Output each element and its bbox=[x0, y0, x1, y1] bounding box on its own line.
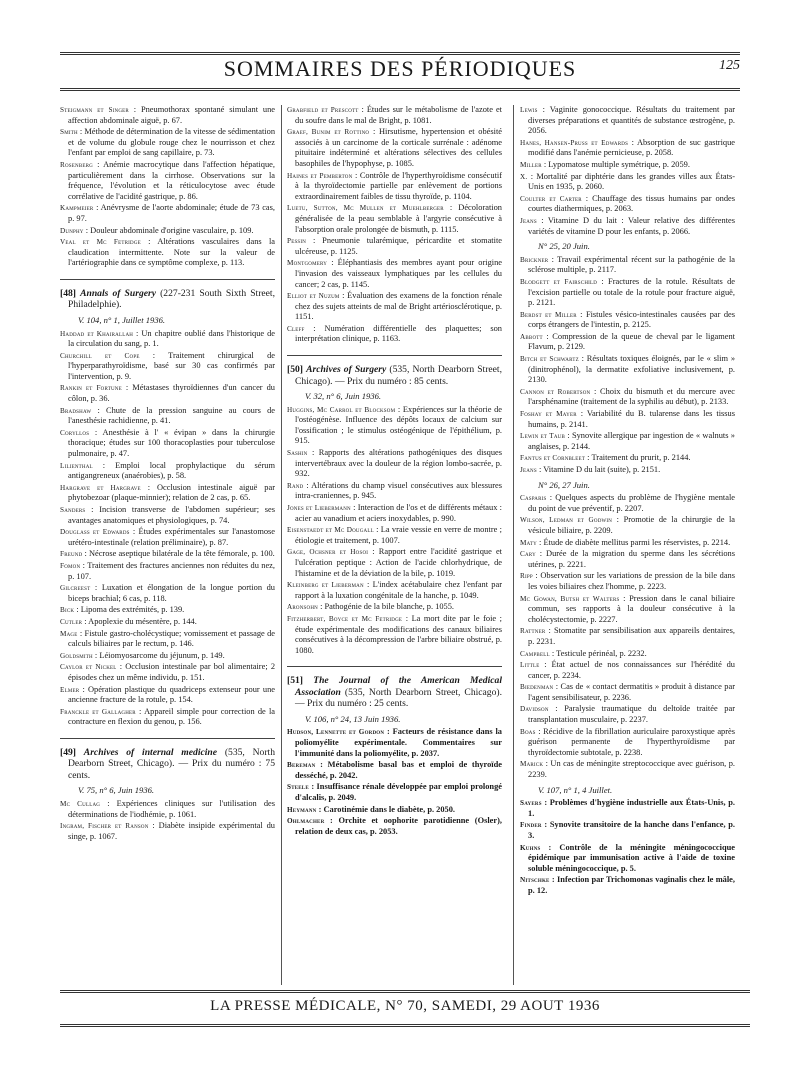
article-title: Orchite et oophorite parotidienne (Osler), relation de deux cas, p. 2053. bbox=[295, 816, 502, 836]
article-entry: Jeans : Vitamine D du lait : Valeur relative des différentes variétés de vitamine D pour les enfants, p. 2066. bbox=[520, 215, 735, 236]
article-title: Lipoma des extrémités, p. 139. bbox=[80, 605, 185, 615]
article-entry: Foshay et Mayer : Variabilité du B. tularense dans les tissus humains, p. 2141. bbox=[520, 409, 735, 429]
article-title: Synovite allergique par ingestion de « walnuts » anglaises, p. 2144. bbox=[528, 431, 735, 451]
article-author: Ingram, Fischer et Ranson bbox=[60, 822, 149, 831]
article-entry: Casparis : Quelques aspects du problème de l'hygiène mentale du point de vue préventif, p. 2207. bbox=[520, 493, 736, 513]
footer-top-rule bbox=[60, 990, 750, 993]
article-author: Biedenman bbox=[520, 683, 554, 692]
article-author: Coulter et Carter bbox=[520, 194, 582, 203]
page-header bbox=[60, 52, 740, 92]
article-entry: Lilienthal : Emploi local prophylactique du sérum antigangreneux (anaérobies), p. 58. bbox=[60, 460, 276, 481]
article-title: Nécrose aseptique bilatérale de la tête fémorale, p. 100. bbox=[88, 549, 275, 559]
article-entry: Blodgett et Fairschild : Fractures de la rotule. Résultats de l'excision partielle ou totale de la rotule pour fracture aiguë, p. 2121. bbox=[520, 276, 735, 308]
article-title: Facteurs de résistance dans la poliomyélite expérimentale. Commentaires sur l'immunité dans la poliomyélite, p. 2037. bbox=[295, 727, 502, 758]
article-title: Fractures de la rotule. Résultats de l'excision partielle ou totale de la rotule pour fracture aiguë, p. 2121. bbox=[528, 276, 735, 308]
column-divider bbox=[513, 105, 514, 985]
article-author: Davidson bbox=[520, 705, 549, 714]
article-entry: Hanes, Hansen-Pruss et Edwards : Absorption de suc gastrique modifié dans l'anémie pernicieuse, p. 2058. bbox=[520, 137, 735, 158]
article-entry: Haddad et Khairallah : Un chapitre oublié dans l'historique de la circulation du sang, p. 1. bbox=[60, 328, 275, 349]
journal-name: The Journal of the American Medical Association bbox=[295, 675, 502, 698]
article-entry: Biedenman : Cas de « contact dermatitis » produit à distance par l'agent sensibilisateur, p. 2236. bbox=[520, 682, 736, 702]
page-number: 125 bbox=[719, 58, 740, 73]
article-author: Kuhns bbox=[520, 843, 541, 852]
article-author: Miller bbox=[520, 160, 542, 169]
article-title: Méthode de détermination de la vitesse de sédimentation et de volume du globule rouge chez le nourrisson et chez l'enfant par emploi de sang capillaire, p. 73. bbox=[68, 127, 276, 158]
article-title: Traitement du prurit, p. 2144. bbox=[591, 453, 691, 463]
column-3 bbox=[520, 105, 735, 898]
article-entry: Huggins, Mc Carrol et Blocksom : Expériences sur la théorie de l'ostéogénèse. Influence des dépôts locaux de calcium sur l'ossification ; le stimulus ostéogénique de l'épithélium, p. 915. bbox=[287, 404, 502, 446]
article-author: Hudson, Lennette et Gordon bbox=[287, 728, 385, 737]
article-title: Problèmes d'hygiène industrielle aux États-Unis, p. 1. bbox=[528, 798, 735, 818]
article-title: Pneumonie tularémique, péricardite et stomatite ulcéreuse, p. 1125. bbox=[295, 236, 502, 256]
article-title: Occlusion intestinale aiguë par phytobezoar (plaque-minnier); relation de 2 cas, p. 65. bbox=[68, 482, 275, 503]
article-author: Finder bbox=[520, 821, 542, 830]
article-title: Traitement des fractures anciennes non réduites du nez, p. 107. bbox=[68, 560, 275, 581]
article-author: Rankin et Fortune bbox=[60, 384, 122, 393]
article-entry: Cannon et Robertson : Choix du bismuth et du mercure avec l'arsphénamine (traitement de la syphilis au début), p. 2133. bbox=[520, 386, 736, 407]
article-entry: Bereman : Métabolisme basal bas et emploi de thyroïde desséché, p. 2042. bbox=[287, 760, 502, 780]
article-entry: Mage : Fistule gastro-cholécystique; vomissement et passage de calculs biliaires par le rectum, p. 146. bbox=[60, 628, 276, 649]
article-title: Fistule gastro-cholécystique; vomissement et passage de calculs biliaires par le rectum, p. 146. bbox=[68, 628, 276, 649]
article-entry: Goldsmith : Léiomyosarcome du jéjunum, p. 149. bbox=[60, 650, 225, 660]
article-title: Diabète insipide expérimental du singe, p. 1067. bbox=[68, 821, 275, 841]
article-author: Steigmann et Singer bbox=[60, 106, 129, 114]
article-title: Altérations du champ visuel consécutives aux blessures intra-craniennes, p. 945. bbox=[295, 480, 502, 501]
article-author: Ripp bbox=[520, 572, 533, 581]
article-title: Occlusion intestinale par bol alimentaire; 2 épisodes chez un même individu, p. 151. bbox=[68, 662, 276, 682]
article-entry: Ohlmacher : Orchite et oophorite parotidienne (Osler), relation de deux cas, p. 2053. bbox=[287, 816, 502, 836]
issue-heading: V. 107, n° 1, 4 Juillet. bbox=[538, 784, 613, 795]
entry-group bbox=[60, 105, 275, 269]
article-title: Pneumothorax spontané simulant une affection abdominale aiguë, p. 67. bbox=[68, 105, 276, 125]
journal-section bbox=[287, 666, 502, 837]
article-entry: Veal et Mc Fetridge : Altérations vasculaires dans la claudication intermittente. Note sur la valeur de l'artériographie dans ce symptôme complexe, p. 113. bbox=[60, 237, 275, 268]
article-title: Incision transverse de l'abdomen supérieur; ses avantages anatomiques et physiologiques, p. 74. bbox=[68, 505, 275, 525]
article-title: Lypomatose multiple symétrique, p. 2059. bbox=[548, 159, 690, 169]
article-entry: Bradshaw : Chute de la pression sanguine au cours de l'anesthésie rachidienne, p. 41. bbox=[60, 405, 276, 426]
article-author: Rand bbox=[287, 481, 304, 490]
article-title: Hirsutisme, hypertension et obésité associés à un carcinome de la corticale surrénale : adénome pituitaire indéterminé et altérations sélectives des cellules basophiles de l'hypophyse, p. 1085. bbox=[295, 127, 502, 168]
article-title: Métastases thyroïdiennes d'un cancer du côlon, p. 36. bbox=[68, 383, 275, 404]
article-title: L'index acétabulaire chez l'enfant par rapport à la luxation congénitale de la hanche, p. 1049. bbox=[295, 580, 502, 600]
article-entry: Sanders : Incision transverse de l'abdomen supérieur; ses avantages anatomiques et physiologiques, p. 74. bbox=[60, 505, 275, 525]
article-entry: Abbott : Compression de la queue de cheval par le ligament Flavum, p. 2129. bbox=[520, 331, 735, 352]
article-entry: Kuhns : Contrôle de la méningite méningococcique épidémique par immunisation active à l'aide de toxine soluble méningococcique, p. 5. bbox=[520, 842, 735, 873]
article-title: Vaginite gonococcique. Résultats du traitement par diverses préparations et quantités de substance œstrogène, p. 2056. bbox=[528, 105, 735, 136]
article-author: Goldsmith bbox=[60, 651, 93, 660]
article-title: Synovite transitoire de la hanche dans l'enfance, p. 3. bbox=[528, 820, 735, 840]
article-author: Fantus et Cornbleet bbox=[520, 454, 586, 463]
article-entry: Mc Cullag : Expériences cliniques sur l'utilisation des déterminations de l'iodhémie, p. 1061. bbox=[60, 798, 275, 819]
article-title: Évaluation des examens de la fonction rénale chez des sujets atteints de mal de Bright artériosclérotique, p. 1151. bbox=[295, 291, 503, 322]
column-2 bbox=[287, 105, 502, 841]
article-author: Wilson, Ledman et Godwin bbox=[520, 516, 613, 525]
article-entry: Rankin et Fortune : Métastases thyroïdiennes d'un cancer du côlon, p. 36. bbox=[60, 383, 275, 404]
article-title: Léiomyosarcome du jéjunum, p. 149. bbox=[99, 650, 225, 660]
column-1 bbox=[60, 105, 275, 846]
article-author: Cutler bbox=[60, 617, 83, 626]
journal-heading bbox=[287, 364, 502, 387]
article-author: Bitch et Schwartz bbox=[520, 355, 579, 364]
article-author: Graef, Bunim et Rottino bbox=[287, 128, 370, 137]
article-entry: Dunphy : Douleur abdominale d'origine vasculaire, p. 109. bbox=[60, 225, 254, 235]
article-entry: Little : État actuel de nos connaissances sur l'hérédité du cancer, p. 2234. bbox=[520, 660, 735, 680]
journal-number: [51] bbox=[287, 675, 303, 687]
article-title: Testicule périnéal, p. 2232. bbox=[556, 648, 647, 658]
article-title: Étude de diabète mellitus parmi les réservistes, p. 2214. bbox=[543, 537, 731, 547]
article-author: Foshay et Mayer bbox=[520, 410, 577, 419]
article-author: Hanes, Hansen-Pruss et Edwards bbox=[520, 138, 629, 147]
entry-group bbox=[520, 241, 735, 475]
article-entry: Aronsohn : Pathogénie de la bile blanche, p. 1055. bbox=[287, 602, 455, 612]
article-title: Anémie macrocytique dans l'affection hépatique, particulièrement dans la cirrhose. Observations sur la fréquence, l'évolution et la réticulocytose avec étude corrélative de l'acidité gastrique, p. 86. bbox=[68, 159, 275, 201]
article-author: Gilcreest bbox=[60, 584, 91, 593]
article-author: Fomon bbox=[60, 561, 81, 570]
article-author: Montgomery bbox=[287, 259, 328, 268]
article-entry: Nitschke : Infection par Trichomonas vaginalis chez le mâle, p. 12. bbox=[520, 875, 735, 895]
entry-group bbox=[287, 105, 502, 345]
article-author: Nitschke bbox=[520, 876, 550, 885]
article-author: Gage, Ochsner et Hosoi bbox=[287, 548, 369, 557]
article-author: Maty bbox=[520, 538, 537, 547]
article-author: Freund bbox=[60, 550, 83, 559]
article-author: Aronsohn bbox=[287, 603, 318, 612]
article-title: Promotie de la chirurgie de la vésicule biliaire, p. 2209. bbox=[528, 515, 736, 535]
article-title: Travail expérimental récent sur la pathogénie de la sclérose multiple, p. 2117. bbox=[528, 254, 735, 275]
article-entry: Rattner : Stomatite par sensibilisation aux appareils dentaires, p. 2231. bbox=[520, 626, 735, 646]
article-entry: Freund : Nécrose aseptique bilatérale de la tête fémorale, p. 100. bbox=[60, 549, 275, 559]
journal-heading bbox=[287, 675, 502, 710]
article-title: Études sur le métabolisme de l'azote et du soufre dans le mal de Bright, p. 1081. bbox=[295, 105, 502, 125]
article-entry: Gilcreest : Luxation et élongation de la longue portion du biceps brachial; 6 cas, p. 118. bbox=[60, 583, 275, 603]
article-entry: Cleff : Numération différentielle des plaquettes; son interprétation clinique, p. 1163. bbox=[287, 323, 502, 344]
article-author: Cary bbox=[520, 550, 536, 559]
article-author: Jeans bbox=[520, 216, 537, 225]
article-entry: Berdst et Miller : Fistules vésico-intestinales causées par des corps étrangers de l'intestin, p. 2125. bbox=[520, 309, 735, 330]
article-entry: Bick : Lipoma des extrémités, p. 139. bbox=[60, 605, 185, 615]
journal-address: (535, North Dearborn Street, Chicago). — Prix du numéro : 25 cents. bbox=[295, 686, 502, 710]
header-top-rule bbox=[60, 52, 740, 55]
article-title: Insuffisance rénale développée par emploi prolongé d'alcalis, p. 2049. bbox=[295, 782, 502, 802]
article-entry: Hudson, Lennette et Gordon : Facteurs de résistance dans la poliomyélite expérimentale. Commentaires sur l'immunité dans la poliomyélite, p. 2037. bbox=[287, 727, 502, 758]
article-author: Kampmeier bbox=[60, 204, 94, 213]
article-author: Boas bbox=[520, 727, 536, 736]
article-entry: Ingram, Fischer et Ranson : Diabète insipide expérimental du singe, p. 1067. bbox=[60, 821, 275, 841]
article-title: Carotinémie dans le diabète, p. 2050. bbox=[323, 804, 456, 814]
article-author: Casparis bbox=[520, 494, 547, 503]
article-author: Sayers bbox=[520, 799, 542, 808]
article-author: Jeans bbox=[520, 466, 537, 474]
article-entry: Jeans : Vitamine D du lait (suite), p. 2151. bbox=[520, 465, 661, 474]
article-title: Observation sur les variations de pression de la bile dans les voies biliaires chez l'homme, p. 2223. bbox=[528, 571, 735, 591]
article-entry: Haines et Pemberton : Contrôle de l'hyperthyroïdisme consécutif à la thyroïdectomie partielle par enlèvement de portions extraordinairement faibles de tissu thyroïde, p. 1104. bbox=[287, 170, 503, 201]
article-entry: Sashin : Rapports des altérations pathogéniques des disques intervertébraux avec la douleur de la région lombo-sacrée, p. 932. bbox=[287, 448, 503, 479]
article-entry: Coulter et Carter : Chauffage des tissus humains par ondes courtes diathermiques, p. 2063. bbox=[520, 193, 736, 214]
journal-section bbox=[60, 738, 275, 842]
article-title: Rapport entre l'acidité gastrique et l'ulcération peptique : Action de l'acide chlorhydrique, de l'histamine et de la déviation de la bile, p. 1019. bbox=[295, 547, 503, 578]
article-entry: Wilson, Ledman et Godwin : Promotie de la chirurgie de la vésicule biliaire, p. 2209. bbox=[520, 515, 736, 535]
article-author: Heymann bbox=[287, 805, 317, 814]
article-title: Choix du bismuth et du mercure avec l'arsphénamine (traitement de la syphilis au début), p. 2133. bbox=[528, 386, 736, 407]
journal-heading bbox=[60, 288, 275, 311]
article-entry: Jones et Liebermann : Interaction de l'os et de différents métaux : acier au vanadium et aciers inoxydables, p. 990. bbox=[287, 503, 503, 523]
article-author: Lilienthal bbox=[60, 461, 93, 470]
article-entry: Smith : Méthode de détermination de la vitesse de sédimentation et de volume du globule rouge chez le nourrisson et chez l'enfant par emploi de sang capillaire, p. 73. bbox=[60, 127, 276, 158]
article-entry: Fitzherbert, Boyce et Mc Fetridge : La mort dite par le foie ; étude expérimentale des modifications des canaux biliaires consécutives à la décompression de l'arbre biliaire obstrué, p. 1080. bbox=[287, 613, 502, 655]
column-divider bbox=[281, 105, 282, 985]
article-author: Kleinberg et Lieberman bbox=[287, 581, 364, 590]
article-author: Cleff bbox=[287, 324, 305, 333]
article-title: Fistules vésico-intestinales causées par des corps étrangers de l'intestin, p. 2125. bbox=[528, 309, 735, 330]
article-entry: Churchill et Cope : Traitement chirurgical de l'hyperparathyroïdisme, basé sur 30 cas confirmés par l'intervention, p. 9. bbox=[60, 350, 275, 381]
article-author: X. bbox=[520, 172, 528, 181]
article-title: Compression de la queue de cheval par le ligament Flavum, p. 2129. bbox=[528, 331, 735, 352]
article-author: Veal et Mc Fetridge bbox=[60, 238, 141, 247]
article-entry: Franckle et Gallagher : Appareil simple pour correction de la contracture en flexion du genou, p. 156. bbox=[60, 706, 275, 727]
article-title: Infection par Trichomonas vaginalis chez le mâle, p. 12. bbox=[528, 875, 735, 895]
article-title: Mortalité par diphtérie dans les grandes villes aux États-Unis en 1935, p. 2060. bbox=[528, 171, 735, 192]
article-title: Vitamine D du lait (suite), p. 2151. bbox=[543, 465, 661, 474]
header-bottom-rule bbox=[60, 88, 740, 91]
article-title: Pathogénie de la bile blanche, p. 1055. bbox=[324, 602, 455, 612]
article-title: Variabilité du B. tularense dans les tissus humains, p. 2141. bbox=[528, 409, 735, 429]
article-author: Eisenstaedt et Mc Dougall bbox=[287, 526, 374, 535]
article-author: Caylor et Nickel bbox=[60, 663, 117, 672]
article-entry: Hargrave et Hargrave : Occlusion intestinale aiguë par phytobezoar (plaque-minnier); relation de 2 cas, p. 65. bbox=[60, 482, 275, 503]
article-author: Ohlmacher bbox=[287, 817, 325, 826]
journal-section bbox=[287, 355, 502, 656]
article-author: Lewin et Taub bbox=[520, 432, 565, 441]
article-title: Stomatite par sensibilisation aux appareils dentaires, p. 2231. bbox=[528, 626, 735, 646]
article-author: Churchill et Cope bbox=[60, 351, 140, 360]
article-title: État actuel de nos connaissances sur l'hérédité du cancer, p. 2234. bbox=[528, 660, 735, 680]
issue-heading: N° 25, 20 Juin. bbox=[538, 241, 590, 252]
article-title: Altérations vasculaires dans la claudication intermittente. Note sur la valeur de l'artériographie dans ce symptôme complexe, p. 113. bbox=[68, 237, 275, 268]
issue-heading: V. 104, n° 1, Juillet 1936. bbox=[78, 314, 166, 325]
article-entry: Cary : Durée de la migration du sperme dans les sécrétions utérines, p. 2221. bbox=[520, 549, 735, 569]
article-entry: Rosenberg : Anémie macrocytique dans l'affection hépatique, particulièrement dans la cirrhose. Observations sur la fréquence, l'évolution et la réticulocytose avec étude corrélative de l'acidité gastrique, p. 86. bbox=[60, 159, 275, 201]
article-author: Mc Gowan, Butsh et Walters bbox=[520, 594, 620, 603]
article-title: Traitement chirurgical de l'hyperparathyroïdisme, basé sur 30 cas confirmés par l'intervention, p. 9. bbox=[68, 350, 275, 381]
journal-address: (227-231 South Sixth Street, Philadelphie). bbox=[68, 287, 275, 311]
article-title: Durée de la migration du sperme dans les sécrétions utérines, p. 2221. bbox=[528, 549, 735, 569]
article-author: Sanders bbox=[60, 506, 86, 514]
journal-heading bbox=[60, 747, 275, 782]
article-author: Luetu, Sutton, Mc Mullen et Muehlberger bbox=[287, 204, 444, 213]
article-title: Métabolisme basal bas et emploi de thyroïde desséché, p. 2042. bbox=[295, 760, 502, 780]
article-title: Un cas de méningite streptococcique avec guérison, p. 2239. bbox=[528, 759, 735, 780]
article-author: Berdst et Miller bbox=[520, 310, 577, 319]
article-entry: Elmer : Opération plastique du quadriceps extenseur pour une ancienne fracture de la rotule, p. 154. bbox=[60, 684, 275, 705]
article-author: Bradshaw bbox=[60, 406, 92, 415]
article-entry: Heymann : Carotinémie dans le diabète, p. 2050. bbox=[287, 804, 456, 814]
article-entry: Sayers : Problèmes d'hygiène industrielle aux États-Unis, p. 1. bbox=[520, 798, 735, 818]
article-title: Études expérimentales sur l'anastomose urétéro-intestinale (relation préliminaire), p. 87. bbox=[68, 527, 275, 547]
article-title: Résultats toxiques éloignés, par le « slim » (dinitrophénol), la dermatite exfoliative inclusivement, p. 2130. bbox=[528, 354, 735, 385]
page-title: SOMMAIRES DES PÉRIODIQUES bbox=[223, 56, 577, 81]
article-title: Opération plastique du quadriceps extenseur pour une ancienne fracture de la rotule, p. 154. bbox=[68, 684, 275, 705]
journal-address: (535, North Dearborn Street, Chicago). — Prix du numéro : 85 cents. bbox=[295, 364, 502, 387]
article-author: Brickner bbox=[520, 255, 549, 264]
article-entry: Finder : Synovite transitoire de la hanche dans l'enfance, p. 3. bbox=[520, 820, 735, 840]
article-entry: Pessin : Pneumonie tularémique, péricardite et stomatite ulcéreuse, p. 1125. bbox=[287, 236, 502, 256]
article-author: Blodgett et Fairschild bbox=[520, 277, 598, 286]
entry-group bbox=[520, 480, 735, 781]
article-author: Dunphy bbox=[60, 226, 84, 235]
article-entry: Miller : Lypomatose multiple symétrique, p. 2059. bbox=[520, 159, 690, 169]
article-author: Huggins, Mc Carrol et Blocksom bbox=[287, 405, 396, 414]
article-entry: Kleinberg et Lieberman : L'index acétabulaire chez l'enfant par rapport à la luxation congénitale de la hanche, p. 1049. bbox=[287, 580, 502, 600]
article-title: Chauffage des tissus humains par ondes courtes diathermiques, p. 2063. bbox=[528, 193, 736, 214]
article-entry: Eisenstaedt et Mc Dougall : La vraie vessie en verre de montre ; étiologie et traitement, p. 1007. bbox=[287, 525, 502, 545]
article-entry: Graef, Bunim et Rottino : Hirsutisme, hypertension et obésité associés à un carcinome de la corticale surrénale : adénome pituitaire indéterminé et altérations sélectives des cellules basophiles de l'hypophyse, p. 1085. bbox=[287, 127, 502, 168]
article-author: Smith bbox=[60, 128, 78, 137]
article-entry: Marick : Un cas de méningite streptococcique avec guérison, p. 2239. bbox=[520, 759, 735, 780]
article-author: Cannon et Robertson bbox=[520, 387, 591, 396]
issue-heading: V. 75, n° 6, Juin 1936. bbox=[78, 785, 155, 796]
article-entry: Coryllos : Anesthésie à l' « évipan » dans la chirurgie thoracique; études sur 100 thoracoplasties pour tuberculose pulmonaire, p. 47. bbox=[60, 427, 275, 459]
article-entry: Luetu, Sutton, Mc Mullen et Muehlberger : Décoloration généralisée de la peau semblable à l'argyrie consécutive à l'absorption orale prolongée de bismuth, p. 1115. bbox=[287, 203, 502, 234]
article-author: Hargrave et Hargrave bbox=[60, 483, 141, 492]
article-author: Grabfield et Prescott bbox=[287, 106, 359, 114]
article-author: Lewis bbox=[520, 106, 538, 114]
article-author: Rosenberg bbox=[60, 160, 93, 169]
article-author: Elliot et Nuzum bbox=[287, 292, 340, 301]
article-title: Un chapitre oublié dans l'historique de la circulation du sang, p. 1. bbox=[68, 328, 275, 349]
article-author: Bereman bbox=[287, 761, 316, 770]
article-entry: Steele : Insuffisance rénale développée par emploi prolongé d'alcalis, p. 2049. bbox=[287, 782, 502, 802]
article-author: Mage bbox=[60, 629, 78, 638]
article-entry: Elliot et Nuzum : Évaluation des examens de la fonction rénale chez des sujets atteints de mal de Bright artériosclérotique, p. 1151. bbox=[287, 291, 503, 322]
article-entry: Lewin et Taub : Synovite allergique par ingestion de « walnuts » anglaises, p. 2144. bbox=[520, 431, 735, 451]
article-entry: Steigmann et Singer : Pneumothorax spontané simulant une affection abdominale aiguë, p. 67. bbox=[60, 105, 276, 125]
article-author: Marick bbox=[520, 760, 544, 769]
footer-bottom-rule bbox=[60, 1024, 750, 1027]
article-author: Mc Cullag bbox=[60, 799, 101, 808]
journal-section bbox=[60, 279, 275, 728]
article-entry: Rand : Altérations du champ visuel consécutives aux blessures intra-craniennes, p. 945. bbox=[287, 480, 502, 501]
article-author: Little bbox=[520, 661, 540, 670]
article-title: Décoloration généralisée de la peau semblable à l'argyrie consécutive à l'absorption orale prolongée de bismuth, p. 1115. bbox=[295, 203, 502, 234]
article-title: Éléphantiasis des membres ayant pour origine l'invasion des vaisseaux lymphatiques par les cellules du cancer; 2 cas, p. 1145. bbox=[295, 258, 502, 289]
article-entry: Boas : Récidive de la fibrillation auriculaire paroxystique après guérison permanente de l'hyperthyroïdisme par thyroïdectomie subtotale, p. 2238. bbox=[520, 726, 735, 757]
article-title: Contrôle de la méningite méningococcique épidémique par immunisation active à l'aide de toxine soluble méningococcique, p. 5. bbox=[528, 842, 735, 873]
entry-group bbox=[520, 785, 735, 897]
article-title: Chute de la pression sanguine au cours de l'anesthésie rachidienne, p. 41. bbox=[68, 405, 276, 426]
article-title: Expériences sur la théorie de l'ostéogénèse. Influence des dépôts locaux de calcium sur l'ossification ; le stimulus ostéogénique de l'épithélium, p. 915. bbox=[295, 404, 502, 446]
article-entry: Lewis : Vaginite gonococcique. Résultats du traitement par diverses préparations et quantités de substance œstrogène, p. 2056. bbox=[520, 105, 735, 136]
article-title: Cas de « contact dermatitis » produit à distance par l'agent sensibilisateur, p. 2236. bbox=[528, 682, 736, 702]
article-title: Absorption de suc gastrique modifié dans l'anémie pernicieuse, p. 2058. bbox=[528, 137, 735, 158]
article-author: Franckle et Gallagher bbox=[60, 707, 136, 716]
article-entry: Gage, Ochsner et Hosoi : Rapport entre l'acidité gastrique et l'ulcération peptique : Action de l'acide chlorhydrique, de l'histamine et de la déviation de la bile, p. 1019. bbox=[287, 547, 503, 578]
article-title: Anesthésie à l' « évipan » dans la chirurgie thoracique; études sur 100 thoracoplasties pour tuberculose pulmonaire, p. 47. bbox=[68, 427, 275, 459]
journal-number: [49] bbox=[60, 746, 76, 758]
article-title: Douleur abdominale d'origine vasculaire, p. 109. bbox=[90, 225, 254, 235]
article-author: Elmer bbox=[60, 685, 80, 694]
article-title: Expériences cliniques sur l'utilisation des déterminations de l'iodhémie, p. 1061. bbox=[68, 798, 275, 819]
article-entry: Brickner : Travail expérimental récent sur la pathogénie de la sclérose multiple, p. 2117. bbox=[520, 254, 735, 275]
article-entry: Montgomery : Éléphantiasis des membres ayant pour origine l'invasion des vaisseaux lymphatiques par les cellules du cancer; 2 cas, p. 1145. bbox=[287, 258, 502, 289]
article-entry: Douglass et Edwards : Études expérimentales sur l'anastomose urétéro-intestinale (relation préliminaire), p. 87. bbox=[60, 527, 275, 547]
article-title: Quelques aspects du problème de l'hygiène mentale du point de vue préventif, p. 2207. bbox=[528, 493, 736, 513]
article-entry: Davidson : Paralysie traumatique du deltoïde traitée par transplantation musculaire, p. 2237. bbox=[520, 704, 736, 725]
article-title: La mort dite par le foie ; étude expérimentale des modifications des canaux biliaires consécutives à la décompression de l'arbre biliaire obstrué, p. 1080. bbox=[295, 613, 502, 655]
article-author: Jones et Liebermann bbox=[287, 504, 351, 512]
article-author: Coryllos bbox=[60, 428, 90, 437]
article-author: Abbott bbox=[520, 332, 543, 341]
article-entry: Fantus et Cornbleet : Traitement du prurit, p. 2144. bbox=[520, 453, 691, 463]
article-title: Anévrysme de l'aorte abdominale; étude de 73 cas, p. 97. bbox=[68, 203, 275, 223]
article-title: La vraie vessie en verre de montre ; étiologie et traitement, p. 1007. bbox=[295, 525, 502, 545]
article-title: Vitamine D du lait : Valeur relative des différentes variétés de vitamine D pour les enfants, p. 2066. bbox=[528, 215, 735, 236]
page-footer bbox=[60, 990, 750, 1026]
article-author: Douglass et Edwards bbox=[60, 528, 130, 537]
article-title: Apoplexie du mésentère, p. 144. bbox=[88, 616, 197, 626]
article-entry: Kampmeier : Anévrysme de l'aorte abdominale; étude de 73 cas, p. 97. bbox=[60, 203, 275, 223]
article-entry: Ripp : Observation sur les variations de pression de la bile dans les voies biliaires chez l'homme, p. 2223. bbox=[520, 571, 735, 591]
issue-heading: V. 32, n° 6, Juin 1936. bbox=[305, 391, 382, 402]
footer-text: LA PRESSE MÉDICALE, N° 70, SAMEDI, 29 AOUT 1936 bbox=[210, 998, 600, 1014]
article-author: Bick bbox=[60, 606, 75, 615]
article-author: Sashin bbox=[287, 449, 308, 458]
article-entry: Campbell : Testicule périnéal, p. 2232. bbox=[520, 648, 647, 658]
article-title: Emploi local prophylactique du sérum antigangreneux (anaérobies), p. 58. bbox=[68, 460, 276, 481]
article-title: Contrôle de l'hyperthyroïdisme consécutif à la thyroïdectomie partielle par enlèvement de portions extraordinairement faibles de tissu thyroïde, p. 1104. bbox=[295, 170, 503, 201]
article-author: Haddad et Khairallah bbox=[60, 329, 134, 338]
article-entry: Mc Gowan, Butsh et Walters : Pression dans le canal biliaire commun, ses rapports à la douleur consécutive à la cholécystectomie, p. 2227. bbox=[520, 593, 735, 624]
article-author: Pessin bbox=[287, 237, 307, 246]
article-title: Paralysie traumatique du deltoïde traitée par transplantation musculaire, p. 2237. bbox=[528, 704, 736, 725]
journal-number: [50] bbox=[287, 364, 303, 376]
article-title: Appareil simple pour correction de la contracture en flexion du genou, p. 156. bbox=[68, 706, 275, 727]
article-author: Campbell bbox=[520, 649, 550, 658]
journal-name: Archives of internal medicine bbox=[83, 746, 218, 758]
article-entry: Cutler : Apoplexie du mésentère, p. 144. bbox=[60, 616, 197, 626]
article-author: Fitzherbert, Boyce et Mc Fetridge bbox=[287, 614, 403, 623]
article-author: Rattner bbox=[520, 627, 546, 636]
article-title: Interaction de l'os et de différents métaux : acier au vanadium et aciers inoxydables, p. 990. bbox=[295, 503, 503, 523]
article-entry: Bitch et Schwartz : Résultats toxiques éloignés, par le « slim » (dinitrophénol), la dermatite exfoliative inclusivement, p. 2130. bbox=[520, 354, 735, 385]
entry-group bbox=[520, 105, 735, 237]
article-author: Haines et Pemberton bbox=[287, 171, 353, 180]
article-author: Steele bbox=[287, 783, 309, 792]
journal-number: [48] bbox=[60, 287, 76, 299]
article-entry: X. : Mortalité par diphtérie dans les grandes villes aux États-Unis en 1935, p. 2060. bbox=[520, 171, 735, 192]
journal-address: (535, North Dearborn Street, Chicago). — Prix du numéro : 75 cents. bbox=[68, 746, 275, 781]
issue-heading: N° 26, 27 Juin. bbox=[538, 479, 590, 490]
article-entry: Maty : Étude de diabète mellitus parmi les réservistes, p. 2214. bbox=[520, 537, 731, 547]
article-title: Luxation et élongation de la longue portion du biceps brachial; 6 cas, p. 118. bbox=[68, 583, 275, 603]
article-entry: Caylor et Nickel : Occlusion intestinale par bol alimentaire; 2 épisodes chez un même individu, p. 151. bbox=[60, 662, 276, 682]
periodical-columns bbox=[60, 105, 750, 985]
article-title: Pression dans le canal biliaire commun, ses rapports à la douleur consécutive à la cholécystectomie, p. 2227. bbox=[528, 593, 735, 624]
article-entry: Grabfield et Prescott : Études sur le métabolisme de l'azote et du soufre dans le mal de Bright, p. 1081. bbox=[287, 105, 502, 125]
journal-name: Archives of Surgery bbox=[306, 364, 387, 376]
article-title: Rapports des altérations pathogéniques des disques intervertébraux avec la douleur de la région lombo-sacrée, p. 932. bbox=[295, 448, 503, 479]
article-title: Numération différentielle des plaquettes; son interprétation clinique, p. 1163. bbox=[295, 323, 502, 344]
journal-name: Annals of Surgery bbox=[80, 287, 156, 299]
article-title: Récidive de la fibrillation auriculaire paroxystique après guérison permanente de l'hyperthyroïdisme par thyroïdectomie subtotale, p. 2238. bbox=[528, 726, 735, 757]
article-entry: Fomon : Traitement des fractures anciennes non réduites du nez, p. 107. bbox=[60, 560, 275, 581]
issue-heading: V. 106, n° 24, 13 Juin 1936. bbox=[305, 713, 401, 724]
